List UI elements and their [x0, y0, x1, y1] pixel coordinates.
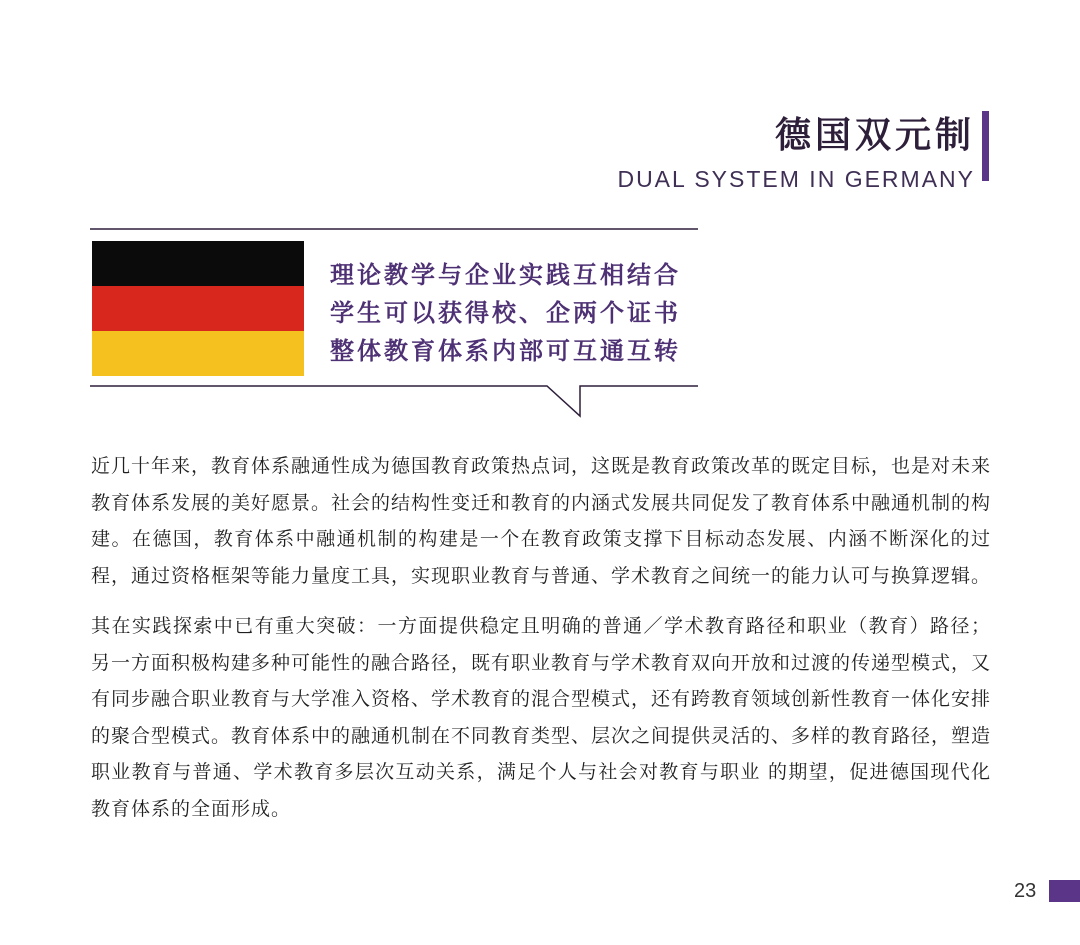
flag-stripe-black: [92, 241, 304, 286]
header-accent-bar: [982, 111, 989, 181]
flag-stripe-red: [92, 286, 304, 331]
page-header: [617, 112, 975, 191]
slogan-line: 整体教育体系内部可互通互转: [330, 337, 681, 365]
slogan-line: 理论教学与企业实践互相结合: [330, 261, 681, 289]
slogan-line: 学生可以获得校、企两个证书: [330, 299, 681, 327]
germany-flag: [92, 241, 304, 376]
slogan-list: [330, 256, 681, 370]
callout-box: [90, 227, 700, 422]
page-title: 德国双元制: [774, 115, 975, 156]
page-number: 23: [1014, 880, 1037, 902]
body-text: [91, 448, 991, 841]
page-subtitle: DUAL SYSTEM IN GERMANY: [617, 166, 975, 192]
page-accent-bar: [1049, 880, 1080, 902]
paragraph: 其在实践探索中已有重大突破：一方面提供稳定且明确的普通／学术教育路径和职业（教育）路径； 另一方面积极构建多种可能性的融合路径，既有职业教育与学术教育双向开放和过渡的传递型模式，又有同步融合职业教育与大学准入资格、学术教育的混合型模式，还有跨教育领域创新性教育一体化安排的聚合型模式。教育体系中的融通机制在不同教育类型、层次之间提供灵活的、多样的教育路径，塑造职业教育与普通、学术教育多层次互动关系，满足个人与社会对教育与职业 的期望，促进德国现代化教育体系的全面形成。: [91, 615, 992, 820]
flag-stripe-gold: [92, 331, 304, 376]
paragraph: 近几十年来，教育体系融通性成为德国教育政策热点词，这既是教育政策改革的既定目标，也是对未来教育体系发展的美好愿景。社会的结构性变迁和教育的内涵式发展共同促发了教育体系中融通机制的构建。在德国，教育体系中融通机制的构建是一个在教育政策支撑下目标动态发展、内涵不断深化的过程，通过资格框架等能力量度工具，实现职业教育与普通、学术教育之间统一的能力认可与换算逻辑。: [91, 455, 992, 587]
